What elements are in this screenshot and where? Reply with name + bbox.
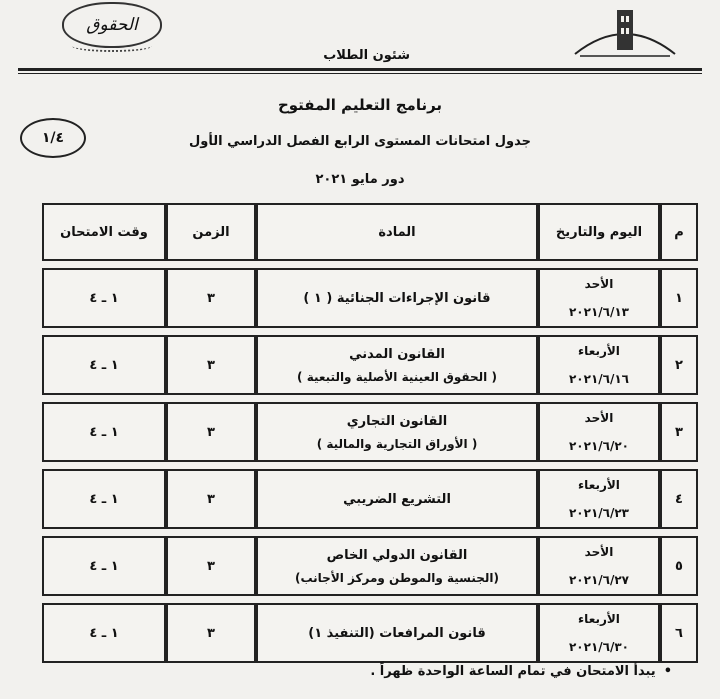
table-row xyxy=(42,268,698,328)
header-divider xyxy=(18,68,702,71)
subject-name: القانون المدني xyxy=(349,346,445,362)
row-num: ٤ xyxy=(660,469,698,529)
row-num: ٥ xyxy=(660,536,698,596)
table-row xyxy=(42,402,698,462)
row-day: الأربعاء xyxy=(578,344,620,358)
row-day-date xyxy=(538,469,660,529)
row-subject xyxy=(256,536,538,596)
row-day-date xyxy=(538,603,660,663)
row-num: ٦ xyxy=(660,603,698,663)
table-row xyxy=(42,536,698,596)
row-day: الأحد xyxy=(584,545,614,559)
faculty-seal xyxy=(62,2,162,48)
session-title: دور مايو ٢٠٢١ xyxy=(315,172,405,187)
row-subject xyxy=(256,603,538,663)
row-date: ٢٠٢١/٦/٣٠ xyxy=(568,640,630,654)
row-duration: ٣ xyxy=(166,536,256,596)
row-day: الأحد xyxy=(584,411,614,425)
table-row xyxy=(42,603,698,663)
program-title: برنامج التعليم المفتوح xyxy=(277,96,443,114)
subject-detail: ( الأوراق التجارية والمالية ) xyxy=(316,436,478,451)
subject-detail: (الجنسية والموطن ومركز الأجانب) xyxy=(294,570,499,585)
row-num: ٣ xyxy=(660,402,698,462)
table-row xyxy=(42,335,698,395)
row-subject xyxy=(256,402,538,462)
row-subject xyxy=(256,335,538,395)
subject-name: قانون المرافعات (التنفيذ ١) xyxy=(308,625,486,641)
row-duration: ٣ xyxy=(166,469,256,529)
row-date: ٢٠٢١/٦/١٦ xyxy=(568,372,630,386)
row-time: ١ ـ ٤ xyxy=(42,335,166,395)
header-subject: المادة xyxy=(256,203,538,261)
header-time: وقت الامتحان xyxy=(42,203,166,261)
row-day-date xyxy=(538,335,660,395)
row-day: الأربعاء xyxy=(578,612,620,626)
row-duration: ٣ xyxy=(166,603,256,663)
subject-detail: ( الحقوق العينية الأصلية والتبعية ) xyxy=(297,369,497,384)
exam-start-note: • يبدأ الامتحان في تمام الساعة الواحدة ظهراً . xyxy=(370,664,672,679)
row-num: ٢ xyxy=(660,335,698,395)
row-time: ١ ـ ٤ xyxy=(42,536,166,596)
document-header xyxy=(0,0,720,72)
row-date: ٢٠٢١/٦/٢٠ xyxy=(568,439,630,453)
seal-text: الحقوق xyxy=(86,15,138,35)
subject-name: التشريع الضريبي xyxy=(343,491,451,507)
row-day-date xyxy=(538,268,660,328)
laurel-icon xyxy=(72,40,152,52)
row-time: ١ ـ ٤ xyxy=(42,603,166,663)
page-indicator: ١/٤ xyxy=(20,118,86,158)
row-time: ١ ـ ٤ xyxy=(42,268,166,328)
subject-name: قانون الإجراءات الجنائية ( ١ ) xyxy=(303,290,491,306)
subject-name: القانون الدولي الخاص xyxy=(326,547,468,563)
row-day-date xyxy=(538,402,660,462)
exam-schedule-table xyxy=(42,196,698,670)
row-subject xyxy=(256,268,538,328)
row-day: الأربعاء xyxy=(578,478,620,492)
row-duration: ٣ xyxy=(166,335,256,395)
row-duration: ٣ xyxy=(166,402,256,462)
row-subject xyxy=(256,469,538,529)
row-date: ٢٠٢١/٦/٢٣ xyxy=(568,506,630,520)
row-day-date xyxy=(538,536,660,596)
row-date: ٢٠٢١/٦/٢٧ xyxy=(568,573,630,587)
row-time: ١ ـ ٤ xyxy=(42,469,166,529)
table-row xyxy=(42,469,698,529)
row-time: ١ ـ ٤ xyxy=(42,402,166,462)
subject-name: القانون التجاري xyxy=(346,413,448,429)
table-header-row xyxy=(42,203,698,261)
header-duration: الزمن xyxy=(166,203,256,261)
row-day: الأحد xyxy=(584,277,614,291)
row-num: ١ xyxy=(660,268,698,328)
department-label: شئون الطلاب xyxy=(323,48,410,63)
header-divider-thin xyxy=(18,73,702,74)
row-duration: ٣ xyxy=(166,268,256,328)
row-date: ٢٠٢١/٦/١٣ xyxy=(568,305,630,319)
schedule-title: جدول امتحانات المستوى الرابع الفصل الدراسي الأول xyxy=(189,134,531,149)
university-logo-icon xyxy=(570,4,680,60)
header-day: اليوم والتاريخ xyxy=(538,203,660,261)
header-num: م xyxy=(660,203,698,261)
